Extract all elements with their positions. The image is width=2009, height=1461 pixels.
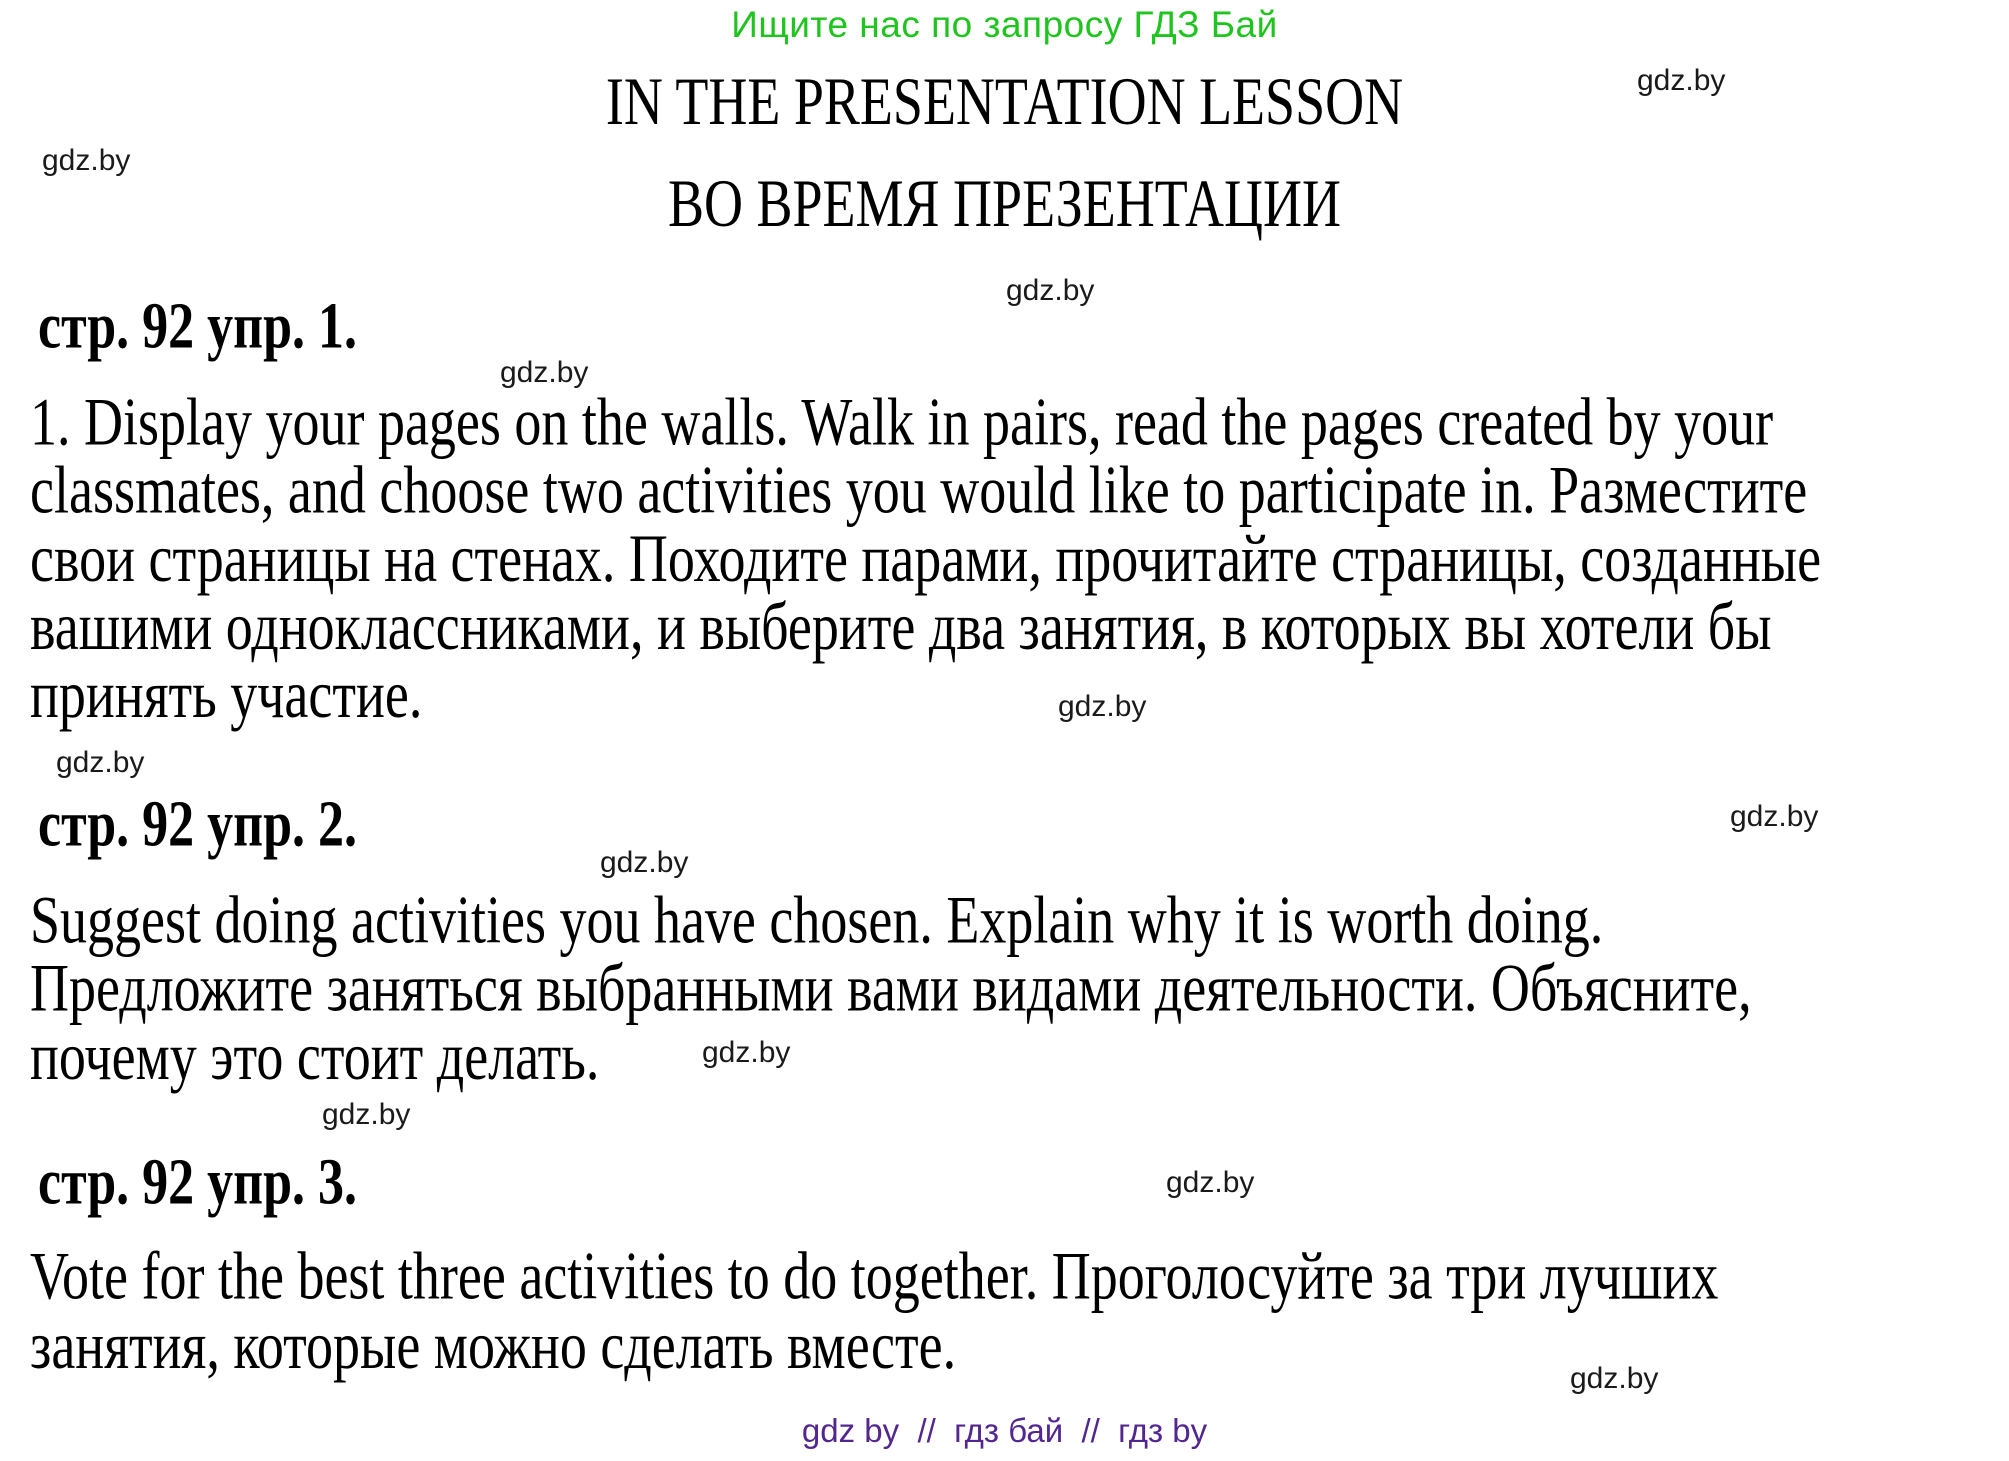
- watermark-left-mid: gdz.by: [56, 746, 145, 779]
- watermark-below-heading-2: gdz.by: [600, 846, 689, 879]
- exercise-1-line: classmates, and choose two activities you would like to participate in. Разместите: [30, 452, 1808, 528]
- promo-banner: Ищите нас по запросу ГДЗ Бай: [731, 4, 1278, 45]
- page-subtitle: ВО ВРЕМЯ ПРЕЗЕНТАЦИИ: [667, 165, 1342, 242]
- watermark-upper-left: gdz.by: [42, 144, 131, 177]
- exercise-3-text: [30, 1238, 1719, 1384]
- exercise-3-line: занятия, которые можно сделать вместе.: [30, 1307, 957, 1384]
- watermark-top-right: gdz.by: [1637, 64, 1726, 97]
- watermark-left-lower: gdz.by: [322, 1098, 411, 1131]
- watermark-par1-end: gdz.by: [1058, 690, 1147, 723]
- exercise-2-heading: стр. 92 упр. 2.: [38, 788, 358, 861]
- exercise-2-line: почему это стоит делать.: [30, 1018, 600, 1094]
- watermark-below-heading-1: gdz.by: [500, 356, 589, 389]
- exercise-1-heading: стр. 92 упр. 1.: [38, 290, 358, 363]
- exercise-1-line: свои страницы на стенах. Походите парами, прочитайте страницы, созданные: [30, 520, 1822, 596]
- page-title: IN THE PRESENTATION LESSON: [605, 63, 1404, 140]
- footer-watermark-line: gdz by // гдз бай // гдз by: [801, 1412, 1208, 1449]
- watermark-par2-end: gdz.by: [702, 1036, 791, 1069]
- exercise-3-line: Vote for the best three activities to do together. Проголосуйте за три лучших: [30, 1238, 1719, 1314]
- exercise-2-text: [30, 882, 1752, 1094]
- watermark-bottom-right: gdz.by: [1570, 1362, 1659, 1395]
- watermark-below-subtitle: gdz.by: [1006, 274, 1095, 307]
- exercise-1-line: вашими одноклассниками, и выберите два занятия, в которых вы хотели бы: [30, 588, 1772, 664]
- exercise-1-line: принять участие.: [30, 656, 423, 732]
- exercise-3-heading: стр. 92 упр. 3.: [38, 1146, 358, 1219]
- exercise-2-line: Suggest doing activities you have chosen. Explain why it is worth doing.: [30, 882, 1604, 958]
- exercise-1-line: 1. Display your pages on the walls. Walk in pairs, read the pages created by your: [30, 384, 1774, 460]
- watermark-right-heading-3: gdz.by: [1166, 1166, 1255, 1199]
- exercise-1-text: [30, 384, 1822, 732]
- exercise-2-line: Предложите заняться выбранными вами видами деятельности. Объясните,: [30, 950, 1752, 1026]
- watermark-right-heading-2: gdz.by: [1730, 800, 1819, 833]
